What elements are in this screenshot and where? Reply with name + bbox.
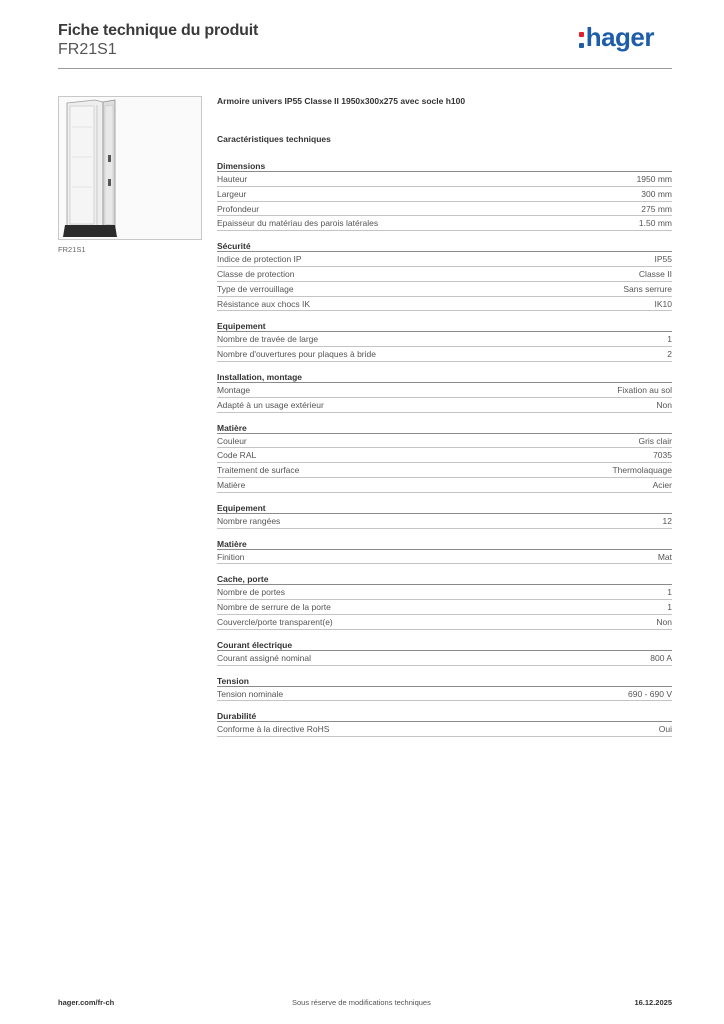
spec-label: Nombre de travée de large bbox=[217, 334, 319, 345]
spec-label: Nombre d'ouvertures pour plaques à bride bbox=[217, 349, 376, 360]
spec-label: Résistance aux chocs IK bbox=[217, 298, 311, 309]
spec-label: Conforme à la directive RoHS bbox=[217, 724, 330, 735]
section-title: Cache, porte bbox=[217, 573, 672, 585]
section-tension bbox=[217, 675, 672, 702]
spec-row bbox=[217, 252, 672, 267]
section-title: Tension bbox=[217, 675, 672, 687]
spec-label: Nombre de serrure de la porte bbox=[217, 602, 331, 613]
document-title: Fiche technique du produit bbox=[58, 22, 259, 39]
specs-heading: Caractéristiques techniques bbox=[217, 134, 331, 144]
spec-label: Epaisseur du matériau des parois latérales bbox=[217, 218, 379, 229]
spec-label: Couvercle/porte transparent(e) bbox=[217, 616, 333, 627]
section-title: Durabilité bbox=[217, 710, 672, 722]
spec-row bbox=[217, 448, 672, 463]
spec-row bbox=[217, 550, 672, 565]
logo-text: hager bbox=[585, 22, 654, 52]
spec-value: 7035 bbox=[653, 450, 672, 461]
header-divider bbox=[58, 68, 672, 69]
spec-row bbox=[217, 172, 672, 187]
spec-value: Thermolaquage bbox=[612, 465, 672, 476]
spec-value: Sans serrure bbox=[623, 283, 672, 294]
spec-value: Fixation au sol bbox=[617, 384, 672, 395]
spec-value: 800 A bbox=[650, 652, 672, 663]
spec-label: Largeur bbox=[217, 188, 247, 199]
section-cache-porte bbox=[217, 573, 672, 629]
spec-row bbox=[217, 615, 672, 630]
spec-label: Hauteur bbox=[217, 174, 248, 184]
spec-value: Mat bbox=[657, 551, 672, 562]
section-title: Dimensions bbox=[217, 160, 672, 172]
section-matiere-2 bbox=[217, 538, 672, 565]
spec-label: Matière bbox=[217, 479, 246, 490]
spec-label: Nombre de portes bbox=[217, 587, 286, 598]
footer-disclaimer: Sous réserve de modifications techniques bbox=[292, 998, 431, 1007]
spec-row bbox=[217, 282, 672, 297]
spec-row bbox=[217, 332, 672, 347]
spec-value: IP55 bbox=[654, 254, 672, 265]
spec-row bbox=[217, 202, 672, 217]
spec-label: Type de verrouillage bbox=[217, 283, 294, 294]
spec-row bbox=[217, 347, 672, 362]
spec-value: 1 bbox=[667, 587, 672, 598]
section-title: Sécurité bbox=[217, 240, 672, 252]
spec-label: Courant assigné nominal bbox=[217, 652, 312, 663]
spec-label: Couleur bbox=[217, 435, 247, 446]
section-title: Installation, montage bbox=[217, 371, 672, 383]
spec-value: 12 bbox=[662, 515, 672, 526]
footer-date: 16.12.2025 bbox=[634, 998, 672, 1007]
image-caption: FR21S1 bbox=[58, 245, 86, 254]
spec-row bbox=[217, 722, 672, 737]
spec-row bbox=[217, 187, 672, 202]
spec-value: Classe II bbox=[638, 268, 672, 279]
spec-label: Traitement de surface bbox=[217, 465, 300, 476]
spec-label: Indice de protection IP bbox=[217, 254, 302, 265]
section-title: Equipement bbox=[217, 502, 672, 514]
spec-row bbox=[217, 687, 672, 702]
spec-row bbox=[217, 383, 672, 398]
section-installation bbox=[217, 371, 672, 413]
section-equipement-2 bbox=[217, 502, 672, 529]
spec-value: 690 - 690 V bbox=[628, 688, 672, 699]
section-title: Matière bbox=[217, 422, 672, 434]
spec-row bbox=[217, 398, 672, 413]
section-title: Matière bbox=[217, 538, 672, 550]
product-description: Armoire univers IP55 Classe II 1950x300x275 avec socle h100 bbox=[217, 96, 466, 106]
spec-label: Finition bbox=[217, 551, 245, 562]
spec-row bbox=[217, 463, 672, 478]
footer-website-link[interactable]: hager.com/fr-ch bbox=[58, 998, 115, 1007]
cabinet-illustration-icon bbox=[59, 97, 201, 239]
spec-row bbox=[217, 585, 672, 600]
spec-value: 1 bbox=[667, 334, 672, 345]
spec-value: IK10 bbox=[654, 298, 672, 309]
section-equipement bbox=[217, 320, 672, 362]
spec-row bbox=[217, 267, 672, 282]
spec-row bbox=[217, 297, 672, 312]
spec-value: 1950 mm bbox=[636, 174, 672, 184]
section-title: Equipement bbox=[217, 320, 672, 332]
spec-value: Acier bbox=[652, 479, 672, 490]
spec-row bbox=[217, 478, 672, 493]
spec-label: Adapté à un usage extérieur bbox=[217, 399, 324, 410]
spec-value: Oui bbox=[658, 724, 672, 735]
spec-label: Montage bbox=[217, 384, 251, 395]
spec-row bbox=[217, 434, 672, 449]
spec-value: Gris clair bbox=[638, 435, 672, 446]
spec-value: 300 mm bbox=[641, 188, 672, 199]
spec-value: Non bbox=[656, 616, 672, 627]
spec-row bbox=[217, 600, 672, 615]
section-matiere bbox=[217, 422, 672, 493]
spec-value: 2 bbox=[667, 349, 672, 360]
spec-label: Nombre rangées bbox=[217, 515, 281, 526]
spec-row bbox=[217, 216, 672, 231]
spec-value: 1.50 mm bbox=[638, 218, 672, 229]
spec-value: 1 bbox=[667, 602, 672, 613]
product-reference: FR21S1 bbox=[58, 41, 117, 58]
spec-label: Tension nominale bbox=[217, 688, 284, 699]
section-dimensions bbox=[217, 160, 672, 231]
section-courant bbox=[217, 639, 672, 666]
spec-value: Non bbox=[656, 399, 672, 410]
product-image bbox=[58, 96, 202, 240]
spec-value: 275 mm bbox=[641, 203, 672, 214]
spec-label: Classe de protection bbox=[217, 268, 295, 279]
spec-row bbox=[217, 514, 672, 529]
hager-logo[interactable] bbox=[579, 22, 654, 53]
page-header bbox=[58, 22, 672, 70]
section-title: Courant électrique bbox=[217, 639, 672, 651]
spec-content bbox=[217, 96, 672, 746]
section-securite bbox=[217, 240, 672, 311]
logo-mark-icon bbox=[579, 32, 584, 48]
spec-label: Code RAL bbox=[217, 450, 257, 461]
spec-label: Profondeur bbox=[217, 203, 260, 214]
section-durabilite bbox=[217, 710, 672, 737]
spec-row bbox=[217, 651, 672, 666]
